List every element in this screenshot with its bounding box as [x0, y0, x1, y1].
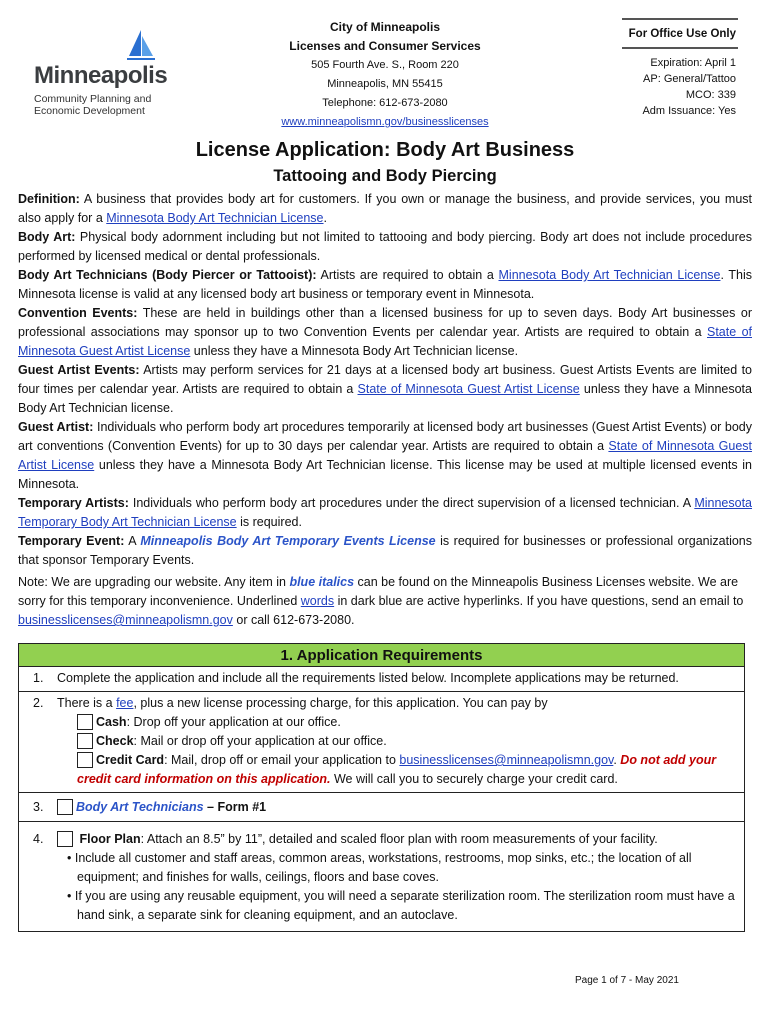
- city-state-zip: Minneapolis, MN 55415: [327, 78, 443, 90]
- requirement-number: 4.: [33, 832, 44, 846]
- check-text: : Mail or drop off your application at our office.: [133, 734, 387, 748]
- payment-credit-card: [57, 751, 738, 789]
- note-text-3: in dark blue are active hyperlinks. If you have questions, send an email to: [334, 594, 744, 608]
- office-use-box: [622, 18, 738, 119]
- office-mco: MCO: 339: [685, 89, 736, 101]
- office-expiration: Expiration: April 1: [650, 57, 736, 69]
- temporary-events-license-name: Minneapolis Body Art Temporary Events License: [140, 534, 436, 548]
- office-use-title: For Office Use Only: [622, 18, 738, 49]
- note-words-link[interactable]: words: [300, 594, 335, 608]
- mn-body-art-technician-link[interactable]: Minnesota Body Art Technician License: [106, 211, 324, 225]
- note-text-4: or call 612-673-2080.: [232, 613, 355, 627]
- payment-check: [57, 732, 738, 751]
- logo-subtitle-line1: Community Planning and: [34, 93, 152, 105]
- telephone: Telephone: 612-673-2080: [322, 97, 448, 109]
- guest-artist-events-label: Guest Artist Events:: [18, 363, 140, 377]
- requirements-header: 1. Application Requirements: [19, 644, 744, 667]
- guest-artist-paragraph: [18, 418, 752, 494]
- website-note: [18, 573, 752, 630]
- technicians-end: . This Minnesota license is valid at any licensed body art business or temporary event in Minnesota.: [18, 268, 752, 301]
- floor-plan-checkbox[interactable]: [57, 831, 73, 847]
- guest-artist-license-link-1[interactable]: State of Minnesota Guest Artist License: [18, 325, 752, 358]
- guest-artist-license-link-3[interactable]: State of Minnesota Guest Artist License: [18, 439, 752, 472]
- temporary-artists-end: is required.: [236, 515, 302, 529]
- logo-sail-icon: [125, 30, 155, 64]
- body-art-paragraph: [18, 228, 752, 266]
- temporary-artists-label: Temporary Artists:: [18, 496, 129, 510]
- body-art-label: Body Art:: [18, 230, 76, 244]
- page-footer: Page 1 of 7 - May 2021: [575, 975, 679, 986]
- temporary-event-text: A: [124, 534, 141, 548]
- guest-artist-text: Individuals who perform body art procedures temporarily at licensed body art businesses (Guest Artist Events) or body art conventions (Convention Events) for up to 30 days per calendar year. Artists are required to obtain a: [18, 420, 753, 453]
- body-art-technicians-form: Body Art Technicians: [76, 800, 204, 814]
- note-email-link[interactable]: businesslicenses@minneapolismn.gov: [18, 613, 233, 627]
- check-label: Check: [96, 734, 134, 748]
- minneapolis-logo: [30, 30, 168, 120]
- requirement-number: 3.: [33, 800, 44, 814]
- floor-plan-text: : Attach an 8.5” by 11”, detailed and scaled floor plan with room measurements of your facility.: [140, 832, 658, 846]
- guest-artist-license-link-2[interactable]: State of Minnesota Guest Artist License: [357, 382, 580, 396]
- form-number: – Form #1: [203, 800, 267, 814]
- cash-label: Cash: [96, 715, 127, 729]
- office-ap: AP: General/Tattoo: [643, 73, 736, 85]
- fee-link[interactable]: fee: [116, 696, 134, 710]
- office-adm: Adm Issuance: Yes: [642, 105, 736, 117]
- city-name: City of Minneapolis: [329, 20, 440, 34]
- requirement-number: 1.: [33, 671, 44, 685]
- guest-artist-events-end: unless they have a Minnesota Body Art Technician license.: [18, 382, 752, 415]
- requirement-number: 2.: [33, 696, 44, 710]
- convention-events-paragraph: [18, 304, 752, 361]
- floor-plan-label: Floor Plan: [79, 832, 141, 846]
- logo-subtitle-line2: Economic Development: [34, 105, 145, 117]
- requirement-row-2: [19, 692, 744, 793]
- page-subtitle: Tattooing and Body Piercing: [273, 167, 497, 185]
- payment-cash: [57, 713, 738, 732]
- temporary-event-paragraph: [18, 532, 752, 570]
- guest-artist-events-paragraph: [18, 361, 752, 418]
- convention-events-label: Convention Events:: [18, 306, 138, 320]
- requirement-row-4: [19, 822, 744, 931]
- office-address-block: [230, 18, 540, 132]
- temporary-artists-text: Individuals who perform body art procedures under the direct supervision of a licensed technician. A: [128, 496, 695, 510]
- page-title: License Application: Body Art Business: [195, 139, 575, 161]
- temporary-event-end: is required for businesses or professional organizations that sponsor Temporary Events.: [18, 534, 753, 567]
- definition-paragraph: [18, 190, 752, 228]
- street-address: 505 Fourth Ave. S., Room 220: [311, 59, 459, 71]
- technicians-text: Artists are required to obtain a: [316, 268, 499, 282]
- floor-plan-bullet-1: • Include all customer and staff areas, common areas, workstations, restrooms, mop sinks, etc.; the location of all equipment; and finishes for walls, ceilings, floors and base coves.: [67, 851, 692, 884]
- temporary-technician-license-link[interactable]: Minnesota Temporary Body Art Technician License: [18, 496, 753, 529]
- definition-end: .: [323, 211, 327, 225]
- fee-text-1: There is a: [57, 696, 117, 710]
- application-requirements-table: [18, 643, 745, 932]
- definitions-section: [18, 190, 752, 570]
- form1-checkbox[interactable]: [57, 799, 73, 815]
- body-art-text: Physical body adornment including but not limited to tattooing and body piercing. Body art does not include procedures performed by licensed medical or dental professionals.: [18, 230, 753, 263]
- credit-card-email-link[interactable]: businesslicenses@minneapolismn.gov: [399, 753, 614, 767]
- credit-card-end: We will call you to securely charge your credit card.: [330, 772, 618, 786]
- logo-wordmark: Minneapolis: [34, 62, 168, 89]
- requirement-1-text: Complete the application and include all the requirements listed below. Incomplete applications may be returned.: [57, 671, 679, 685]
- note-text-1: Note: We are upgrading our website. Any item in: [18, 575, 290, 589]
- guest-artist-events-text: Artists may perform services for 21 days at a licensed body art business. Guest Artists Events are limited to four times per calendar year. Artists are required to obtain a: [18, 363, 753, 396]
- temporary-artists-paragraph: [18, 494, 752, 532]
- requirement-row-1: [19, 667, 744, 692]
- note-text-2: can be found on the Minneapolis Business Licenses website. We are sorry for this temporary inconvenience. Underlined: [18, 575, 739, 608]
- cash-text: : Drop off your application at our office.: [126, 715, 341, 729]
- requirement-row-3: [19, 793, 744, 822]
- definition-label: Definition:: [18, 192, 80, 206]
- fee-text-2: , plus a new license processing charge, for this application. You can pay by: [133, 696, 548, 710]
- credit-card-checkbox[interactable]: [77, 752, 93, 768]
- convention-events-text: These are held in buildings other than a licensed business for up to seven days. Body Art businesses or professional associations may sponsor up to two Convention Events per calendar year. Artists are required to obtain a: [18, 306, 753, 339]
- guest-artist-end: unless they have a Minnesota Body Art Technician license. This license may be used at multiple licensed events in Minnesota.: [18, 458, 753, 491]
- technicians-paragraph: [18, 266, 752, 304]
- guest-artist-label: Guest Artist:: [18, 420, 94, 434]
- credit-card-dot: .: [613, 753, 621, 767]
- cash-checkbox[interactable]: [77, 714, 93, 730]
- credit-card-warning: Do not add your credit card information on this application.: [77, 753, 717, 786]
- check-checkbox[interactable]: [77, 733, 93, 749]
- logo-subtitle: [34, 93, 164, 117]
- convention-events-end: unless they have a Minnesota Body Art Technician license.: [190, 344, 519, 358]
- definition-text: A business that provides body art for customers. If you own or manage the business, and provide services, you must also apply for a: [18, 192, 752, 225]
- mn-body-art-technician-license-link[interactable]: Minnesota Body Art Technician License: [498, 268, 721, 282]
- technicians-label: Body Art Technicians (Body Piercer or Tattooist):: [18, 268, 317, 282]
- credit-card-label: Credit Card: [96, 753, 165, 767]
- website-link[interactable]: www.minneapolismn.gov/businesslicenses: [281, 116, 489, 128]
- department-name: Licenses and Consumer Services: [289, 39, 481, 53]
- credit-card-text: : Mail, drop off or email your application to: [164, 753, 400, 767]
- floor-plan-bullet-2: • If you are using any reusable equipment, you will need a separate sterilization room. The sterilization room must have a hand sink, a separate sink for cleaning equipment, and an autoclave.: [67, 889, 735, 922]
- note-blue-italics: blue italics: [289, 575, 355, 589]
- temporary-event-label: Temporary Event:: [18, 534, 125, 548]
